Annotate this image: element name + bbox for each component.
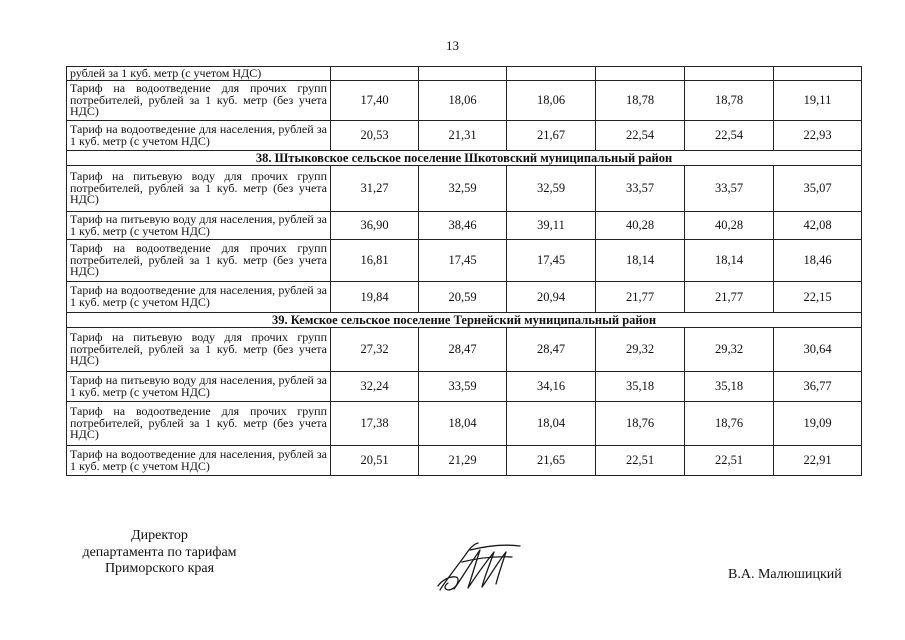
table-row	[67, 212, 862, 240]
tariff-value: 22,54	[596, 121, 685, 151]
tariff-value: 18,78	[596, 81, 685, 121]
tariff-value: 19,09	[774, 402, 862, 446]
tariff-value: 33,57	[596, 166, 685, 212]
tariff-value: 17,45	[507, 240, 596, 282]
tariff-value: 20,59	[419, 282, 507, 313]
tariff-value	[596, 67, 685, 81]
tariff-value: 21,65	[507, 446, 596, 476]
handwritten-signature	[434, 540, 534, 601]
tariff-value: 18,04	[507, 402, 596, 446]
tariff-value: 17,40	[331, 81, 419, 121]
tariff-description: Тариф на питьевую воду для населения, рублей за 1 куб. метр (с учетом НДС)	[67, 372, 331, 402]
tariff-description: Тариф на питьевую воду для населения, рублей за 1 куб. метр (с учетом НДС)	[67, 212, 331, 240]
tariff-value	[331, 67, 419, 81]
tariff-description: Тариф на водоотведение для населения, рублей за 1 куб. метр (с учетом НДС)	[67, 446, 331, 476]
tariff-value: 31,27	[331, 166, 419, 212]
tariff-value: 18,06	[507, 81, 596, 121]
tariff-value: 18,14	[596, 240, 685, 282]
table-row	[67, 81, 862, 121]
tariff-value: 32,24	[331, 372, 419, 402]
tariff-value: 32,59	[419, 166, 507, 212]
tariff-value: 32,59	[507, 166, 596, 212]
signatory-title-line: Директор	[131, 528, 188, 543]
tariff-value: 18,14	[685, 240, 774, 282]
tariff-description: Тариф на питьевую воду для прочих групп потребителей, рублей за 1 куб. метр (без учета НДС)	[67, 166, 331, 212]
tariff-description: Тариф на водоотведение для прочих групп потребителей, рублей за 1 куб. метр (без учета НДС)	[67, 240, 331, 282]
tariff-value: 17,45	[419, 240, 507, 282]
table-row	[67, 121, 862, 151]
tariff-value: 28,47	[507, 328, 596, 372]
section-header-row	[67, 151, 862, 166]
tariff-value: 40,28	[685, 212, 774, 240]
tariff-value: 18,78	[685, 81, 774, 121]
tariff-value: 21,77	[596, 282, 685, 313]
tariff-table	[66, 66, 862, 476]
signatory-name: В.А. Малюшицкий	[728, 567, 842, 582]
table-row	[67, 328, 862, 372]
table-row	[67, 166, 862, 212]
tariff-value: 22,91	[774, 446, 862, 476]
tariff-value: 20,53	[331, 121, 419, 151]
tariff-value: 39,11	[507, 212, 596, 240]
tariff-value: 18,76	[596, 402, 685, 446]
tariff-value: 35,18	[685, 372, 774, 402]
tariff-value	[419, 67, 507, 81]
tariff-description: рублей за 1 куб. метр (с учетом НДС)	[67, 67, 331, 81]
table-row	[67, 240, 862, 282]
tariff-value: 20,94	[507, 282, 596, 313]
tariff-value: 16,81	[331, 240, 419, 282]
tariff-value: 28,47	[419, 328, 507, 372]
tariff-value: 18,46	[774, 240, 862, 282]
tariff-description: Тариф на водоотведение для прочих групп потребителей, рублей за 1 куб. метр (без учета НДС)	[67, 81, 331, 121]
tariff-value: 22,51	[596, 446, 685, 476]
section-title: 39. Кемское сельское поселение Тернейский муниципальный район	[67, 313, 862, 328]
tariff-value: 35,07	[774, 166, 862, 212]
tariff-value: 27,32	[331, 328, 419, 372]
tariff-value: 33,57	[685, 166, 774, 212]
tariff-value: 29,32	[596, 328, 685, 372]
signatory-title	[72, 528, 247, 578]
tariff-value: 35,18	[596, 372, 685, 402]
section-title: 38. Штыковское сельское поселение Шкотовский муниципальный район	[67, 151, 862, 166]
table-row	[67, 372, 862, 402]
tariff-value: 21,31	[419, 121, 507, 151]
tariff-value: 30,64	[774, 328, 862, 372]
tariff-value: 18,04	[419, 402, 507, 446]
tariff-value: 29,32	[685, 328, 774, 372]
tariff-value: 17,38	[331, 402, 419, 446]
tariff-value: 20,51	[331, 446, 419, 476]
tariff-value: 21,29	[419, 446, 507, 476]
tariff-value: 42,08	[774, 212, 862, 240]
tariff-value: 38,46	[419, 212, 507, 240]
tariff-value: 21,77	[685, 282, 774, 313]
tariff-value: 33,59	[419, 372, 507, 402]
tariff-description: Тариф на водоотведение для прочих групп потребителей, рублей за 1 куб. метр (без учета НДС)	[67, 402, 331, 446]
tariff-value: 36,90	[331, 212, 419, 240]
tariff-table-body	[67, 67, 862, 476]
table-row	[67, 282, 862, 313]
tariff-description: Тариф на водоотведение для населения, рублей за 1 куб. метр (с учетом НДС)	[67, 121, 331, 151]
tariff-value: 34,16	[507, 372, 596, 402]
tariff-value: 19,84	[331, 282, 419, 313]
tariff-value: 18,06	[419, 81, 507, 121]
table-row	[67, 67, 862, 81]
tariff-value: 22,51	[685, 446, 774, 476]
tariff-value: 22,15	[774, 282, 862, 313]
tariff-value: 18,76	[685, 402, 774, 446]
tariff-value: 36,77	[774, 372, 862, 402]
page-number: 13	[446, 38, 459, 53]
signatory-title-line: Приморского края	[104, 561, 215, 576]
tariff-value: 22,54	[685, 121, 774, 151]
tariff-value	[685, 67, 774, 81]
table-row	[67, 402, 862, 446]
tariff-description: Тариф на питьевую воду для прочих групп потребителей, рублей за 1 куб. метр (без учета НДС)	[67, 328, 331, 372]
tariff-description: Тариф на водоотведение для населения, рублей за 1 куб. метр (с учетом НДС)	[67, 282, 331, 313]
signatory-title-line: департамента по тарифам	[82, 544, 237, 560]
tariff-value: 19,11	[774, 81, 862, 121]
tariff-value: 21,67	[507, 121, 596, 151]
tariff-value	[774, 67, 862, 81]
table-row	[67, 446, 862, 476]
section-header-row	[67, 313, 862, 328]
tariff-value	[507, 67, 596, 81]
tariff-value: 40,28	[596, 212, 685, 240]
tariff-value: 22,93	[774, 121, 862, 151]
